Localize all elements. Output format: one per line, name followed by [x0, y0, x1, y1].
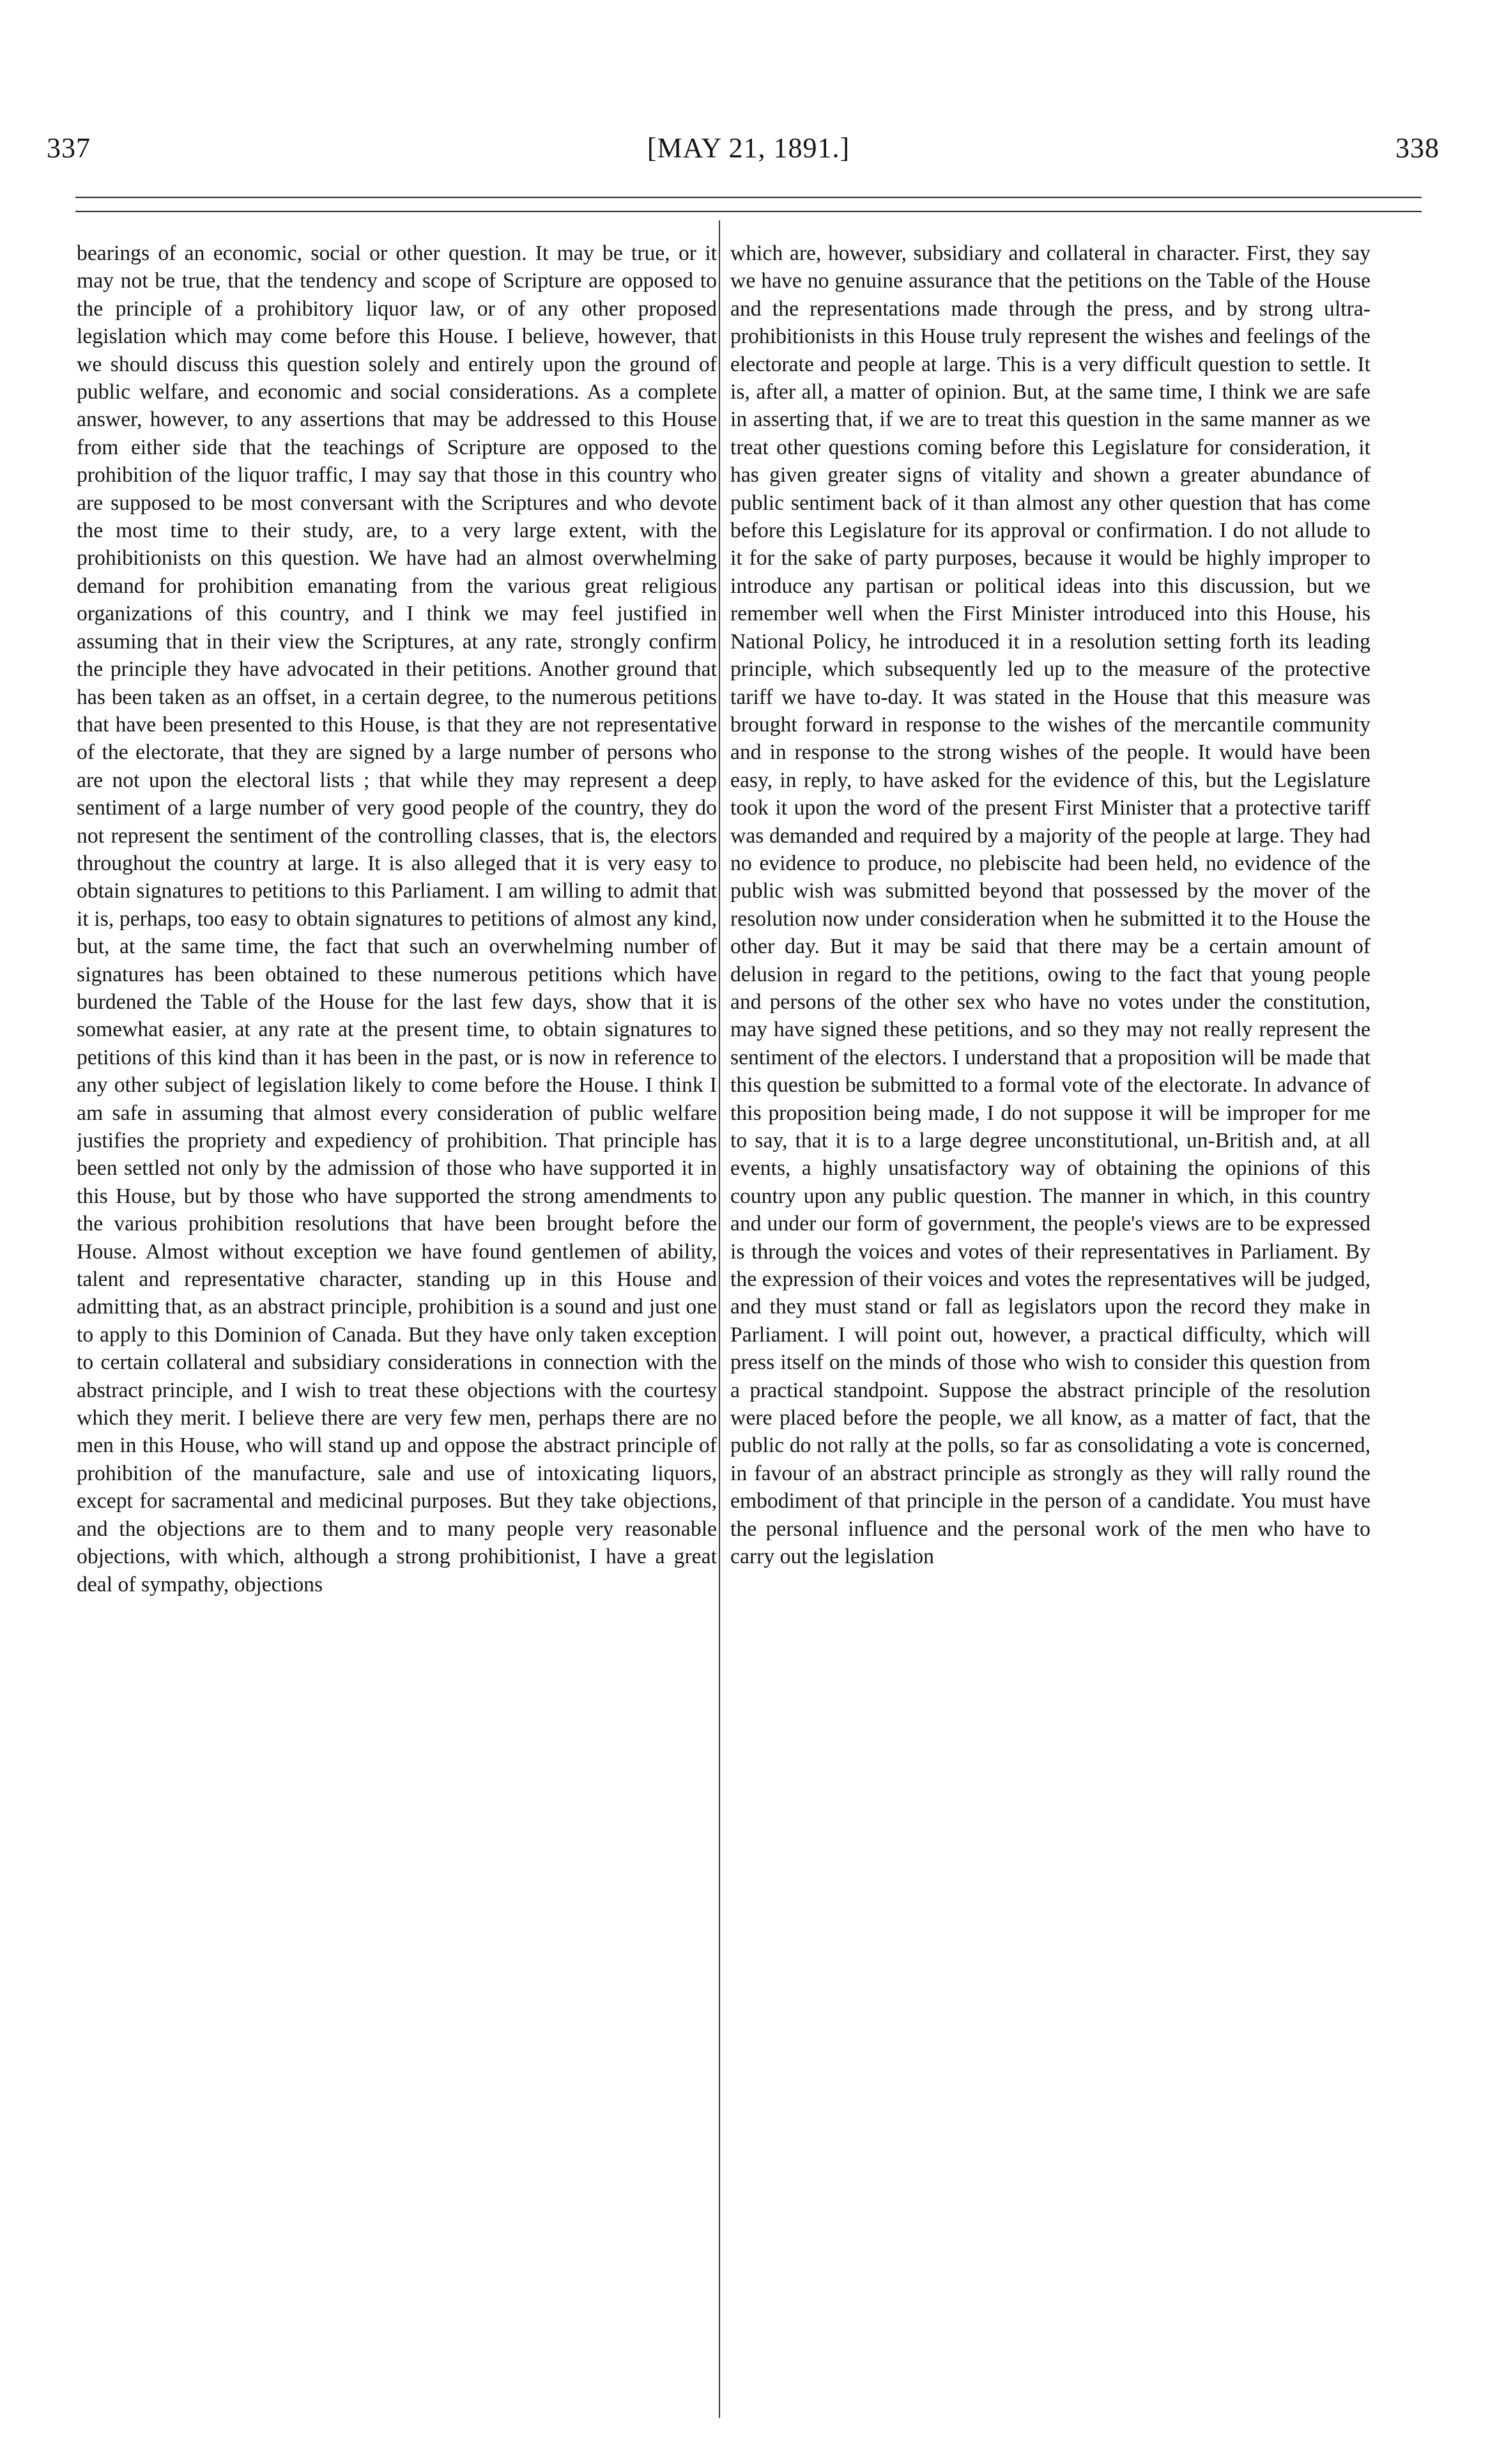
header-rule-bottom: [75, 211, 1422, 212]
column-divider: [719, 220, 720, 2418]
right-text-column: which are, however, subsidiary and collateral in character. First, they say we have no genuine assurance that the petitions on the Table of the House and the representations made through the press, and by strong ultra-prohibitionists in this House truly represent the wishes and feelings of the electorate and people at large. This is a very difficult question to settle. It is, after all, a matter of opinion. But, at the same time, I think we are safe in asserting that, if we are to treat this question in the same manner as we treat other questions coming before this Legislature for consideration, it has given greater signs of vitality and shown a greater abundance of public sentiment back of it than almost any other question that has come before this Legislature for its approval or confirmation. I do not allude to it for the sake of party purposes, because it would be highly improper to introduce any partisan or political ideas into this discussion, but we remember well when the First Minister introduced into this House, his National Policy, he introduced it in a resolution setting forth its leading principle, which subsequently led up to the measure of the protective tariff we have to-day. It was stated in the House that this measure was brought forward in response to the wishes of the mercantile community and in response to the strong wishes of the people. It would have been easy, in reply, to have asked for the evidence of this, but the Legislature took it upon the word of the present First Minister that a protective tariff was demanded and required by a majority of the people at large. They had no evidence to produce, no plebiscite had been held, no evidence of the public wish was submitted beyond that possessed by the mover of the resolution now under consideration when he submitted it to the House the other day. But it may be said that there may be a certain amount of delusion in regard to the petitions, owing to the fact that young people and persons of the other sex who have no votes under the constitution, may have signed these petitions, and so they may not really represent the sentiment of the electors. I understand that a proposition will be made that this question be submitted to a formal vote of the electorate. In advance of this proposition being made, I do not suppose it will be improper for me to say, that it is to a large degree unconstitutional, un-British and, at all events, a highly unsatisfactory way of obtaining the opinions of this country upon any public question. The manner in which, in this country and under our form of government, the people's views are to be expressed is through the voices and votes of their representatives in Parliament. By the expression of their voices and votes the representatives will be judged, and they must stand or fall as legislators upon the record they make in Parliament. I will point out, however, a practical difficulty, which will press itself on the minds of those who wish to consider this question from a practical standpoint. Suppose the abstract principle of the resolution were placed before the people, we all know, as a matter of fact, that the public do not rally at the polls, so far as consolidating a vote is concerned, in favour of an abstract principle as strongly as they will rally round the embodiment of that principle in the person of a candidate. You must have the personal influence and the personal work of the men who have to carry out the legislation: [730, 241, 1370, 1569]
left-text-column: bearings of an economic, social or other question. It may be true, or it may not be true, that the tendency and scope of Scripture are opposed to the principle of a prohibitory liquor law, or of any other proposed legislation which may come before this House. I believe, however, that we should discuss this question solely and entirely upon the ground of public welfare, and economic and social considerations. As a complete answer, however, to any assertions that may be addressed to this House from either side that the teachings of Scripture are opposed to the prohibition of the liquor traffic, I may say that those in this country who are supposed to be most conversant with the Scriptures and who devote the most time to their study, are, to a very large extent, with the prohibitionists on this question. We have had an almost overwhelming demand for prohibition emanating from the various great religious organizations of this country, and I think we may feel justified in assuming that in their view the Scriptures, at any rate, strongly confirm the principle they have advocated in their petitions. Another ground that has been taken as an offset, in a certain degree, to the numerous petitions that have been presented to this House, is that they are not representative of the electorate, that they are signed by a large number of persons who are not upon the electoral lists ; that while they may represent a deep sentiment of a large number of very good people of the country, they do not represent the sentiment of the controlling classes, that is, the electors throughout the country at large. It is also alleged that it is very easy to obtain signatures to petitions to this Parliament. I am willing to admit that it is, perhaps, too easy to obtain signatures to petitions of almost any kind, but, at the same time, the fact that such an overwhelming number of signatures has been obtained to these numerous petitions which have burdened the Table of the House for the last few days, show that it is somewhat easier, at any rate at the present time, to obtain signatures to petitions of this kind than it has been in the past, or is now in reference to any other subject of legislation likely to come before the House. I think I am safe in assuming that almost every consideration of public welfare justifies the propriety and expediency of prohibition. That principle has been settled not only by the admission of those who have supported it in this House, but by those who have supported the strong amendments to the various prohibition resolutions that have been brought before the House. Almost without exception we have found gentlemen of ability, talent and representative character, standing up in this House and admitting that, as an abstract principle, prohibition is a sound and just one to apply to this Dominion of Canada. But they have only taken exception to certain collateral and subsidiary considerations in connection with the abstract principle, and I wish to treat these objections with the courtesy which they merit. I believe there are very few men, perhaps there are no men in this House, who will stand up and oppose the abstract principle of prohibition of the manufacture, sale and use of intoxicating liquors, except for sacramental and medicinal purposes. But they take objections, and the objections are to them and to many people very reasonable objections, with which, although a strong prohibitionist, I have a great deal of sympathy, objections: [77, 241, 717, 1596]
left-page-number: 337: [47, 132, 91, 164]
header-rule-top: [75, 197, 1422, 198]
right-page-number: 338: [1395, 132, 1439, 164]
page-date-heading: [MAY 21, 1891.]: [647, 132, 850, 164]
